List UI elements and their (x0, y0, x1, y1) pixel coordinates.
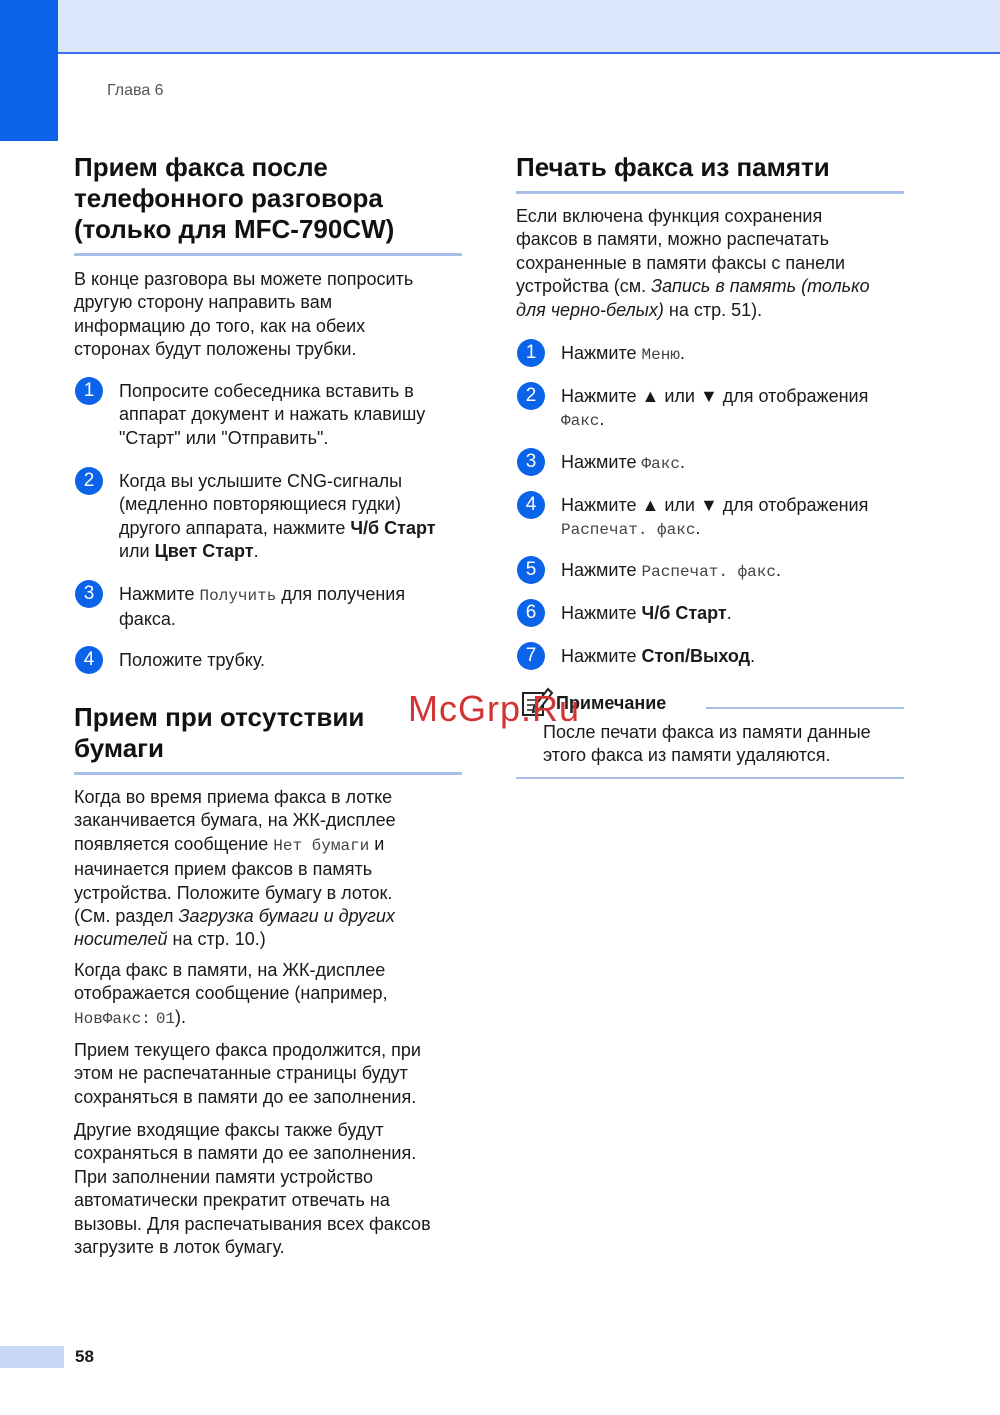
step-text: Нажмите Стоп/Выход. (561, 646, 756, 666)
section-title-no-paper: Прием при отсутствии бумаги (74, 702, 462, 775)
no-paper-paragraph-2: Когда факс в памяти, на ЖК-дисплее отображается сообщение (например, НовФакс: 01). (74, 960, 388, 1028)
step-number-badge: 2 (517, 382, 545, 410)
step-number-badge: 1 (75, 377, 103, 405)
step-text: Нажмите Меню. (561, 343, 685, 364)
left-step-4 (75, 649, 265, 674)
step-text: Нажмите Ч/б Старт. (561, 603, 732, 623)
left-step-3 (75, 583, 405, 632)
section-title-receive-after-call: Прием факса после телефонного разговора (только для MFC-790CW) (74, 152, 462, 256)
step-text: Нажмите Получить для получения факса. (119, 584, 406, 630)
step-number-badge: 5 (517, 556, 545, 584)
step-number-badge: 2 (75, 467, 103, 495)
step-number-badge: 3 (75, 580, 103, 608)
step-text: Нажмите Факс. (561, 452, 685, 473)
no-paper-paragraph-3: Прием текущего факса продолжится, при этом не распечатанные страницы будут сохраняться в памяти до ее заполнения. (74, 1040, 421, 1107)
step-number-badge: 3 (517, 448, 545, 476)
note-title: Примечание (556, 693, 667, 713)
header-band (58, 0, 1000, 54)
step-text: Нажмите ▲ или ▼ для отображения Факс. (561, 386, 869, 431)
section-intro: В конце разговора вы можете попросить другую сторону направить вам информацию до того, как на обеих сторонах будут положены трубки. (74, 269, 414, 360)
right-step-4 (517, 494, 868, 543)
step-text: Положите трубку. (119, 650, 266, 670)
step-text: Нажмите Распечат. факс. (561, 560, 781, 581)
step-text: Когда вы услышите CNG-сигналы (медленно повторяющиеся гудки) другого аппарата, нажмите Ч/б Старт или Цвет Старт. (119, 471, 436, 562)
no-paper-paragraph-4: Другие входящие факсы также будут сохраняться в памяти до ее заполнения. При заполнении памяти устройство автоматически прекратит отвечать на вызовы. Для распечатывания всех факсов загрузите в лоток бумагу. (74, 1120, 431, 1258)
right-step-3 (517, 451, 685, 476)
step-number-badge: 7 (517, 642, 545, 670)
step-number-badge: 4 (75, 646, 103, 674)
step-text: Попросите собеседника вставить в аппарат документ и нажать клавишу "Старт" или "Отправить". (119, 381, 426, 448)
note-body: После печати факса из памяти данные этого факса из памяти удаляются. (543, 722, 871, 766)
right-step-5 (517, 559, 781, 584)
print-from-memory-intro: Если включена функция сохранения факсов в памяти, можно распечатать сохраненные в памяти факсы с панели устройства (см. Запись в память (только для черно-белых) на стр. 51). (516, 206, 870, 320)
right-step-1 (517, 342, 685, 367)
chapter-tab (0, 0, 58, 141)
chapter-label: Глава 6 (107, 82, 164, 99)
step-text: Нажмите ▲ или ▼ для отображения Распечат. факс. (561, 495, 869, 540)
note-bottom-rule (516, 777, 904, 779)
step-number-badge: 6 (517, 599, 545, 627)
step-number-badge: 1 (517, 339, 545, 367)
section-title-print-from-memory: Печать факса из памяти (516, 152, 904, 194)
step-number-badge: 4 (517, 491, 545, 519)
left-step-2 (75, 470, 436, 564)
watermark: McGrp.Ru (408, 688, 581, 729)
page-number: 58 (75, 1347, 94, 1366)
right-step-6 (517, 602, 732, 627)
right-step-7 (517, 645, 755, 670)
right-step-2 (517, 385, 868, 434)
left-step-1 (75, 380, 425, 450)
note-rule (706, 707, 904, 709)
footer-band (0, 1346, 64, 1368)
no-paper-paragraph-1: Когда во время приема факса в лотке заканчивается бумага, на ЖК-дисплее появляется сообщение Нет бумаги и начинается прием факсов в память устройства. Положите бумагу в лоток. (См. раздел Загрузка бумаги и других носителей на стр. 10.) (74, 787, 396, 950)
